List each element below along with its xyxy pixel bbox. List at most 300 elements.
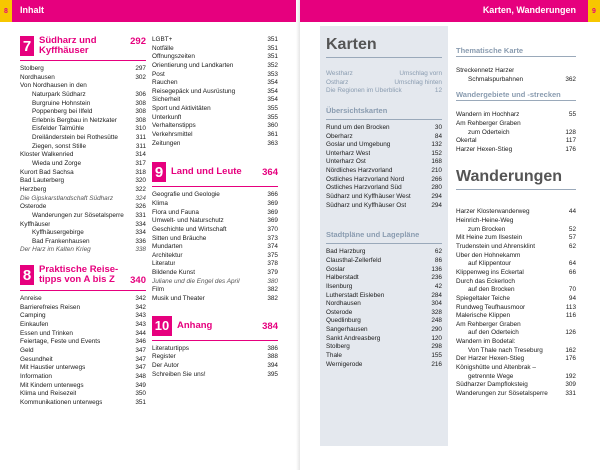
- toc-entry[interactable]: [456, 137, 576, 146]
- entry-page: 308: [135, 116, 146, 124]
- entry-title: Anreise: [20, 295, 42, 303]
- toc-entry[interactable]: [326, 133, 442, 142]
- toc-entry[interactable]: [20, 373, 146, 382]
- entry-title: Film: [152, 286, 165, 294]
- toc-entry[interactable]: [152, 79, 278, 88]
- toc-entry[interactable]: [152, 269, 278, 278]
- toc-entry[interactable]: [20, 108, 146, 117]
- toc-entry[interactable]: [326, 167, 442, 176]
- entry-page: 66: [568, 268, 576, 276]
- entry-page: 351: [267, 53, 278, 61]
- entry-title: Literaturtipps: [152, 344, 189, 352]
- entry-title: Mit Haustier unterwegs: [20, 364, 86, 372]
- entry-title: Essen und Trinken: [20, 329, 73, 337]
- entry-title: Der Autor: [152, 361, 179, 369]
- entry-title: Klima: [152, 199, 168, 207]
- entry-title: Umwelt- und Naturschutz: [152, 217, 224, 225]
- entry-title: Kloster Walkenried: [20, 151, 74, 159]
- toc-entry[interactable]: [152, 226, 278, 235]
- toc-entry[interactable]: [152, 105, 278, 114]
- entry-page: 113: [565, 303, 576, 311]
- toc-entry[interactable]: [20, 65, 146, 74]
- entry-title: Harzer Hexen-Stieg: [456, 145, 513, 153]
- entry-page: 116: [565, 312, 576, 320]
- toc-entry[interactable]: [326, 274, 442, 283]
- karten-column: [326, 36, 442, 369]
- toc-entry[interactable]: [456, 76, 576, 85]
- toc-entry[interactable]: [326, 292, 442, 301]
- entry-title: Notfälle: [152, 44, 174, 52]
- entry-page: 343: [135, 312, 146, 320]
- entry-page: 362: [565, 75, 576, 83]
- entry-title: Über den Hohnekamm: [456, 251, 521, 259]
- entry-title: Bildende Kunst: [152, 269, 195, 277]
- entry-page: 343: [135, 321, 146, 329]
- toc-entry[interactable]: [326, 317, 442, 326]
- entry-page: [572, 67, 576, 76]
- entry-page: 324: [135, 194, 146, 202]
- chapter-divider: [20, 60, 146, 61]
- section-divider: [456, 100, 576, 101]
- toc-entry[interactable]: [152, 71, 278, 80]
- toc-entry[interactable]: [20, 356, 146, 365]
- toc-entry[interactable]: [152, 371, 278, 380]
- toc-entry[interactable]: [326, 266, 442, 275]
- toc-entry[interactable]: [456, 269, 576, 278]
- toc-entry[interactable]: [456, 373, 576, 382]
- entry-title: Eisfelder Talmühle: [32, 125, 85, 133]
- entry-title: Information: [20, 372, 52, 380]
- entry-title: Einkaufen: [20, 321, 49, 329]
- entry-page: 310: [135, 125, 146, 133]
- toc-entry[interactable]: [326, 70, 442, 79]
- toc-entry[interactable]: [326, 248, 442, 257]
- toc-entry[interactable]: [456, 278, 576, 287]
- chapter-title: Land und Leute: [171, 166, 242, 178]
- toc-entry[interactable]: [20, 399, 146, 408]
- entry-page: 84: [434, 132, 442, 140]
- toc-entry[interactable]: [456, 304, 576, 313]
- toc-entry[interactable]: [456, 329, 576, 338]
- toc-entry[interactable]: [152, 362, 278, 371]
- toc-entry[interactable]: [20, 221, 146, 230]
- entry-page: 326: [135, 203, 146, 211]
- entry-title: Sport und Aktivitäten: [152, 105, 211, 113]
- entry-page: [572, 120, 576, 129]
- toc-entry[interactable]: [152, 88, 278, 97]
- entry-page: 55: [568, 111, 576, 119]
- entry-page: 280: [431, 184, 442, 192]
- entry-page: 64: [568, 260, 576, 268]
- entry-title: Oberharz: [326, 132, 353, 140]
- entry-page: 176: [565, 355, 576, 363]
- toc-entry[interactable]: [152, 286, 278, 295]
- entry-title: Bad Harzburg: [326, 248, 366, 256]
- toc-entry[interactable]: [326, 257, 442, 266]
- toc-entry[interactable]: [152, 235, 278, 244]
- entry-page: 216: [431, 360, 442, 368]
- toc-entry[interactable]: [20, 212, 146, 221]
- toc-entry[interactable]: [326, 87, 442, 96]
- chapter-page: 292: [130, 36, 146, 47]
- toc-list: [456, 208, 576, 398]
- entry-page: [572, 364, 576, 373]
- entry-page: [572, 252, 576, 261]
- entry-title: Osterode: [326, 308, 353, 316]
- entry-title: Orientierung und Landkarten: [152, 61, 234, 69]
- entry-page: 57: [568, 234, 576, 242]
- toc-entry[interactable]: [456, 347, 576, 356]
- entry-title: Juliane und die Engel des April: [152, 277, 240, 285]
- toc-entry[interactable]: [20, 125, 146, 134]
- toc-entry[interactable]: [152, 243, 278, 252]
- entry-page: 311: [135, 134, 146, 142]
- entry-page: 361: [267, 131, 278, 139]
- toc-entry[interactable]: [326, 184, 442, 193]
- toc-entry[interactable]: [152, 122, 278, 131]
- toc-entry[interactable]: [456, 67, 576, 76]
- entry-page: 322: [135, 185, 146, 193]
- entry-page: 328: [431, 308, 442, 316]
- toc-entry[interactable]: [152, 191, 278, 200]
- entry-page: 395: [267, 370, 278, 378]
- toc-entry[interactable]: [20, 82, 146, 91]
- toc-entry[interactable]: [456, 252, 576, 261]
- entry-page: 394: [267, 361, 278, 369]
- toc-entry[interactable]: [20, 238, 146, 247]
- toc-entry[interactable]: [326, 361, 442, 370]
- entry-page: 350: [135, 390, 146, 398]
- entry-page: 379: [267, 269, 278, 277]
- toc-entry[interactable]: [456, 381, 576, 390]
- chapter-number: 10: [152, 316, 172, 336]
- entry-title: Mit Heine zum Ilsestein: [456, 234, 523, 242]
- entry-page: 382: [267, 295, 278, 303]
- toc-entry[interactable]: [152, 217, 278, 226]
- entry-title: Sankt Andreasberg: [326, 334, 381, 342]
- toc-entry[interactable]: [456, 286, 576, 295]
- entry-title: Literatur: [152, 260, 176, 268]
- entry-page: 352: [267, 61, 278, 69]
- entry-page: 363: [267, 139, 278, 147]
- chapter-page: 364: [262, 167, 278, 179]
- toc-entry[interactable]: [456, 234, 576, 243]
- toc-entry[interactable]: [20, 100, 146, 109]
- entry-page: 342: [135, 303, 146, 311]
- toc-entry[interactable]: [20, 321, 146, 330]
- entry-page: 351: [267, 44, 278, 52]
- entry-page: 210: [431, 167, 442, 175]
- entry-title: Wandern im Bodetal:: [456, 338, 516, 346]
- entry-title: Königshütte und Altenbrak –: [456, 364, 536, 372]
- entry-title: auf Klippentour: [468, 260, 511, 268]
- toc-entry[interactable]: [20, 117, 146, 126]
- entry-page: 320: [135, 177, 146, 185]
- entry-page: 248: [431, 317, 442, 325]
- left-page-header: [0, 0, 298, 22]
- chapter-number: 8: [20, 265, 34, 285]
- entry-title: Östliches Harzvorland Süd: [326, 184, 402, 192]
- toc-entry[interactable]: [456, 129, 576, 138]
- toc-entry[interactable]: [20, 134, 146, 143]
- entry-page: 294: [431, 193, 442, 201]
- toc-entry[interactable]: [456, 226, 576, 235]
- toc-entry[interactable]: [456, 364, 576, 373]
- left-header-title: Inhalt: [20, 5, 44, 15]
- entry-page: 388: [267, 353, 278, 361]
- toc-entry[interactable]: [20, 382, 146, 391]
- entry-title: Wernigerode: [326, 360, 363, 368]
- chapter-number: 7: [20, 36, 34, 56]
- entry-title: Unterkunft: [152, 113, 182, 121]
- entry-title: Durch das Eckerloch: [456, 277, 515, 285]
- toc-entry[interactable]: [152, 96, 278, 105]
- toc-entry[interactable]: [456, 208, 576, 217]
- toc-list: [456, 67, 576, 84]
- entry-title: Quedlinburg: [326, 317, 361, 325]
- entry-page: 373: [267, 234, 278, 242]
- entry-title: Geografie und Geologie: [152, 191, 220, 199]
- toc-entry[interactable]: [152, 353, 278, 362]
- entry-page: 52: [568, 225, 576, 233]
- toc-entry[interactable]: [326, 124, 442, 133]
- toc-list: [20, 65, 146, 255]
- entry-title: Camping: [20, 312, 46, 320]
- toc-entry[interactable]: [20, 295, 146, 304]
- entry-title: Wanderungen zur Sösetalsperre: [456, 389, 548, 397]
- toc-entry[interactable]: [20, 169, 146, 178]
- entry-page: 336: [135, 237, 146, 245]
- entry-title: Bad Frankenhausen: [32, 237, 90, 245]
- entry-title: Zeitungen: [152, 139, 181, 147]
- toc-entry[interactable]: [326, 309, 442, 318]
- entry-title: Naturpark Südharz: [32, 90, 86, 98]
- chapter-title: Anhang: [177, 319, 213, 331]
- toc-entry[interactable]: [20, 160, 146, 169]
- entry-page: [142, 82, 146, 91]
- toc-entry[interactable]: [20, 186, 146, 195]
- entry-page: 294: [431, 201, 442, 209]
- entry-page: 369: [267, 217, 278, 225]
- toc-entry[interactable]: [456, 312, 576, 321]
- toc-entry[interactable]: [20, 229, 146, 238]
- toc-entry[interactable]: [20, 143, 146, 152]
- section-subheading: Übersichtskarten: [326, 105, 388, 115]
- entry-page: 374: [267, 243, 278, 251]
- entry-title: Thale: [326, 352, 342, 360]
- toc-entry[interactable]: [20, 74, 146, 83]
- toc-entry[interactable]: [326, 79, 442, 88]
- entry-page: 306: [135, 90, 146, 98]
- chapter-10-heading[interactable]: [152, 316, 278, 336]
- karten-title: Karten: [326, 36, 377, 53]
- toc-entry[interactable]: [326, 158, 442, 167]
- entry-page: 331: [135, 211, 146, 219]
- entry-page: 290: [431, 326, 442, 334]
- entry-title: Goslar und Umgebung: [326, 141, 391, 149]
- entry-page: 349: [135, 381, 146, 389]
- entry-title: Südharz und Kyffhäuser West: [326, 193, 411, 201]
- chapter-divider: [152, 340, 278, 341]
- toc-entry[interactable]: [152, 295, 278, 304]
- chapter-page: 340: [130, 275, 146, 287]
- toc-list: [152, 191, 278, 303]
- toc-entry[interactable]: [152, 62, 278, 71]
- toc-entry[interactable]: [20, 151, 146, 160]
- toc-entry[interactable]: [326, 283, 442, 292]
- toc-entry[interactable]: [20, 203, 146, 212]
- toc-entry[interactable]: [20, 364, 146, 373]
- toc-entry[interactable]: [20, 246, 146, 255]
- toc-entry[interactable]: [456, 120, 576, 129]
- toc-entry[interactable]: [326, 343, 442, 352]
- entry-page: 128: [565, 128, 576, 136]
- entry-page: 355: [267, 105, 278, 113]
- toc-entry[interactable]: [152, 45, 278, 54]
- toc-entry[interactable]: [20, 338, 146, 347]
- entry-page: 42: [434, 282, 442, 290]
- entry-page: 236: [431, 274, 442, 282]
- entry-page: Umschlag vorn: [399, 70, 442, 77]
- toc-entry[interactable]: [456, 111, 576, 120]
- entry-page: 318: [135, 168, 146, 176]
- toc-entry[interactable]: [152, 209, 278, 218]
- entry-page: 382: [267, 286, 278, 294]
- toc-entry[interactable]: [456, 260, 576, 269]
- toc-entry[interactable]: [326, 326, 442, 335]
- right-page-number: 9: [588, 0, 600, 22]
- entry-title: auf den Oderteich: [468, 329, 519, 337]
- toc-entry[interactable]: [326, 150, 442, 159]
- entry-page: 334: [135, 220, 146, 228]
- entry-page: 311: [135, 142, 146, 150]
- entry-page: 162: [565, 346, 576, 354]
- entry-page: 12: [434, 87, 442, 95]
- entry-title: Mit Kindern unterwegs: [20, 381, 84, 389]
- section-subheading: Stadtpläne und Lagepläne: [326, 230, 420, 240]
- entry-title: Kyffhäusergebirge: [32, 229, 84, 237]
- toc-entry[interactable]: [152, 114, 278, 123]
- chapter-8-heading[interactable]: [20, 265, 146, 286]
- chapter-7-heading[interactable]: [20, 36, 146, 56]
- entry-title: Kyffhäuser: [20, 220, 51, 228]
- toc-entry[interactable]: [456, 338, 576, 347]
- toc-entry[interactable]: [152, 131, 278, 140]
- toc-entry[interactable]: [20, 195, 146, 204]
- section-divider: [456, 56, 576, 57]
- entry-page: 342: [135, 295, 146, 303]
- toc-entry[interactable]: [20, 390, 146, 399]
- toc-entry[interactable]: [456, 321, 576, 330]
- entry-page: 314: [135, 151, 146, 159]
- toc-entry[interactable]: [20, 347, 146, 356]
- entry-page: 298: [431, 343, 442, 351]
- entry-title: Nordhausen: [326, 300, 361, 308]
- entry-title: Streckennetz Harzer: [456, 67, 515, 74]
- entry-title: Unterharz Ost: [326, 158, 366, 166]
- entry-page: 354: [267, 79, 278, 87]
- entry-title: Poppenberg bei Ilfeld: [32, 108, 93, 116]
- chapter-title: Praktische Reise-tipps von A bis Z: [39, 264, 119, 286]
- toc-entry[interactable]: [456, 390, 576, 399]
- entry-title: Spiegeltaler Teiche: [456, 294, 510, 302]
- entry-title: Die Regionen im Überblick: [326, 87, 402, 95]
- right-page: [300, 0, 600, 470]
- toc-entry[interactable]: [152, 53, 278, 62]
- toc-entry[interactable]: [326, 176, 442, 185]
- entry-page: 354: [267, 96, 278, 104]
- entry-page: 152: [431, 149, 442, 157]
- toc-entry[interactable]: [20, 312, 146, 321]
- entry-page: 136: [431, 265, 442, 273]
- entry-page: 302: [135, 73, 146, 81]
- entry-page: 30: [434, 123, 442, 131]
- entry-title: LGBT+: [152, 36, 173, 43]
- toc-entry[interactable]: [326, 335, 442, 344]
- entry-page: 132: [431, 141, 442, 149]
- toc-entry[interactable]: [20, 330, 146, 339]
- entry-page: 347: [135, 364, 146, 372]
- entry-title: Architektur: [152, 251, 183, 259]
- toc-entry[interactable]: [326, 141, 442, 150]
- toc-entry[interactable]: [20, 177, 146, 186]
- toc-entry[interactable]: [152, 36, 278, 45]
- entry-title: Nordhausen: [20, 73, 55, 81]
- entry-title: Von Nordhausen in den: [20, 82, 87, 90]
- entry-title: Herzberg: [20, 185, 47, 193]
- toc-list: [456, 111, 576, 154]
- entry-page: 351: [267, 36, 278, 43]
- toc-entry[interactable]: [152, 200, 278, 209]
- toc-entry[interactable]: [326, 202, 442, 211]
- toc-list: [20, 295, 146, 407]
- entry-title: Barrierefreies Reisen: [20, 303, 81, 311]
- toc-entry[interactable]: [326, 193, 442, 202]
- entry-title: zum Oderteich: [468, 128, 510, 136]
- entry-page: 266: [431, 175, 442, 183]
- toc-entry[interactable]: [456, 355, 576, 364]
- toc-entry[interactable]: [326, 352, 442, 361]
- toc-entry[interactable]: [456, 243, 576, 252]
- chapter-9-heading[interactable]: [152, 162, 278, 182]
- entry-page: Umschlag hinten: [394, 78, 442, 86]
- entry-page: 126: [565, 329, 576, 337]
- wanderungen-title: Wanderungen: [456, 168, 563, 186]
- toc-entry[interactable]: [456, 295, 576, 304]
- toc-entry[interactable]: [152, 345, 278, 354]
- toc-list: [152, 36, 278, 148]
- toc-entry[interactable]: [152, 252, 278, 261]
- toc-entry[interactable]: [456, 146, 576, 155]
- toc-entry[interactable]: [326, 300, 442, 309]
- toc-column-1: [20, 36, 146, 407]
- entry-title: Klima und Reisezeit: [20, 390, 77, 398]
- entry-title: Stolberg: [326, 343, 350, 351]
- entry-title: Burgruine Hohnstein: [32, 99, 91, 107]
- toc-entry[interactable]: [20, 304, 146, 313]
- entry-title: Ostharz: [326, 78, 349, 86]
- toc-entry[interactable]: [20, 91, 146, 100]
- entry-title: Verhaltenstipps: [152, 122, 196, 130]
- entry-page: 355: [267, 113, 278, 121]
- toc-entry[interactable]: [152, 140, 278, 149]
- entry-title: Trudenstein und Ahrensklint: [456, 243, 535, 251]
- toc-entry[interactable]: [456, 217, 576, 226]
- entry-title: Stolberg: [20, 65, 44, 72]
- toc-entry[interactable]: [152, 260, 278, 269]
- toc-entry[interactable]: [152, 278, 278, 287]
- entry-title: Von Thale nach Treseburg: [468, 346, 543, 354]
